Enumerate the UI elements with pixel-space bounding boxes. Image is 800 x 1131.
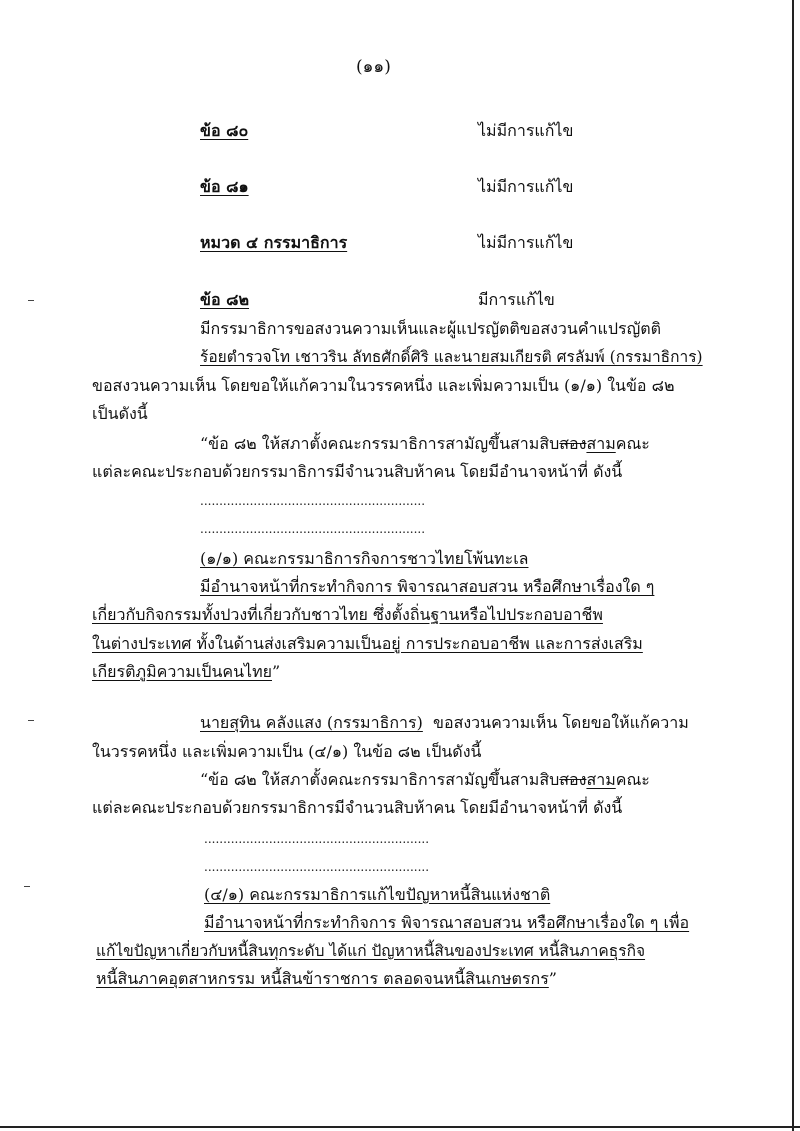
amendment2-quote-pre: “ข้อ ๘๒ ให้สภาตั้งคณะกรรมาธิการสามัญขึ้นสามสิบ: [200, 770, 560, 789]
section-title-chapter4: หมวด ๔ กรรมาธิการ: [200, 233, 348, 252]
amendment2-request-line1: [200, 712, 689, 734]
amendment1-item-title: (๑/๑) คณะกรรมาธิการกิจการชาวไทยโพ้นทะเล: [200, 549, 529, 568]
amendment1-dots-1: ...........................................................: [200, 494, 426, 508]
section-status-80: ไม่มีการแก้ไข: [478, 121, 574, 140]
amendment2-quote-deleted: สอง: [559, 770, 587, 789]
amendment2-quote-post: คณะ: [615, 770, 650, 789]
page-right-edge: [792, 0, 794, 1131]
section-status-chapter4: ไม่มีการแก้ไข: [478, 233, 574, 252]
amendment2-quote-line1: [200, 769, 650, 791]
amendment1-quote-post: คณะ: [615, 434, 650, 453]
reserve-intro: มีกรรมาธิการขอสงวนความเห็นและผู้แปรญัตติขอสงวนคำแปรญัตติ: [200, 319, 661, 338]
amendment2-dots-1: ...........................................................: [204, 832, 430, 846]
amendment1-quote-line1: [200, 433, 650, 455]
amendment2-quote-inserted: สาม: [586, 770, 616, 789]
page-number: (๑๑): [356, 57, 391, 77]
amendment1-item-line4: [92, 661, 280, 683]
section-status-82: มีการแก้ไข: [478, 290, 555, 309]
amendment1-quote-pre: “ข้อ ๘๒ ให้สภาตั้งคณะกรรมาธิการสามัญขึ้นสามสิบ: [200, 434, 560, 453]
amendment1-quote-deleted: สอง: [559, 434, 587, 453]
amendment1-member: ร้อยตำรวจโท เชาวริน ลัทธศักดิ์ศิริ และนายสมเกียรติ ศรลัมพ์ (กรรมาธิการ): [200, 348, 703, 366]
section-status-81: ไม่มีการแก้ไข: [478, 177, 574, 196]
amendment1-item-close: ”: [272, 662, 281, 681]
section-title-80: ข้อ ๘๐: [200, 121, 249, 140]
amendment1-request-line2: เป็นดังนี้: [92, 404, 148, 423]
page-bottom-edge: [0, 1126, 800, 1128]
amendment2-item-close: ”: [548, 969, 557, 988]
section-title-82: ข้อ ๘๒: [200, 290, 250, 309]
amendment1-item-line3: ในต่างประเทศ ทั้งในด้านส่งเสริมความเป็นอยู่ การประกอบอาชีพ และการส่งเสริม: [92, 634, 643, 653]
amendment2-item-line1: มีอำนาจหน้าที่กระทำกิจการ พิจารณาสอบสวน หรือศึกษาเรื่องใด ๆ เพื่อ: [204, 913, 690, 932]
amendment2-dots-2: ...........................................................: [204, 860, 430, 874]
section-title-81: ข้อ ๘๑: [200, 177, 249, 196]
amendment2-member: นายสุทิน คลังแสง (กรรมาธิการ): [200, 713, 423, 732]
amendment1-request-line1: ขอสงวนความเห็น โดยขอให้แก้ความในวรรคหนึ่ง และเพิ่มความเป็น (๑/๑) ในข้อ ๘๒: [92, 376, 675, 395]
amendment1-dots-2: ...........................................................: [200, 522, 426, 536]
amendment1-quote-inserted: สาม: [586, 434, 616, 453]
amendment1-item-line2: เกี่ยวกับกิจกรรมทั้งปวงที่เกี่ยวกับชาวไทย ซึ่งตั้งถิ่นฐานหรือไปประกอบอาชีพ: [92, 605, 603, 624]
amendment1-item-line1: มีอำนาจหน้าที่กระทำกิจการ พิจารณาสอบสวน หรือศึกษาเรื่องใด ๆ: [200, 577, 655, 596]
amendment2-quote-line2: แต่ละคณะประกอบด้วยกรรมาธิการมีจำนวนสิบห้าคน โดยมีอำนาจหน้าที่ ดังนี้: [92, 798, 623, 817]
amendment2-item-line3-text: หนี้สินภาคอุตสาหกรรม หนี้สินข้าราชการ ตลอดจนหนี้สินเกษตรกร: [96, 969, 549, 988]
amendment1-quote-line2: แต่ละคณะประกอบด้วยกรรมาธิการมีจำนวนสิบห้าคน โดยมีอำนาจหน้าที่ ดังนี้: [92, 462, 623, 481]
margin-mark: [28, 720, 34, 721]
amendment2-request-tail: ขอสงวนความเห็น โดยขอให้แก้ความ: [433, 713, 689, 732]
amendment2-item-title: (๔/๑) คณะกรรมาธิการแก้ไขปัญหาหนี้สินแห่งชาติ: [204, 885, 551, 904]
amendment2-request-line2: ในวรรคหนึ่ง และเพิ่มความเป็น (๔/๑) ในข้อ ๘๒ เป็นดังนี้: [92, 742, 482, 761]
amendment2-item-line2: แก้ไขปัญหาเกี่ยวกับหนี้สินทุกระดับ ได้แก่ ปัญหาหนี้สินของประเทศ หนี้สินภาคธุรกิจ: [96, 942, 646, 960]
amendment1-item-line4-text: เกียรติภูมิความเป็นคนไทย: [92, 662, 272, 681]
margin-mark: [24, 886, 30, 887]
margin-mark: [28, 300, 34, 301]
amendment2-item-line3: [96, 968, 557, 990]
